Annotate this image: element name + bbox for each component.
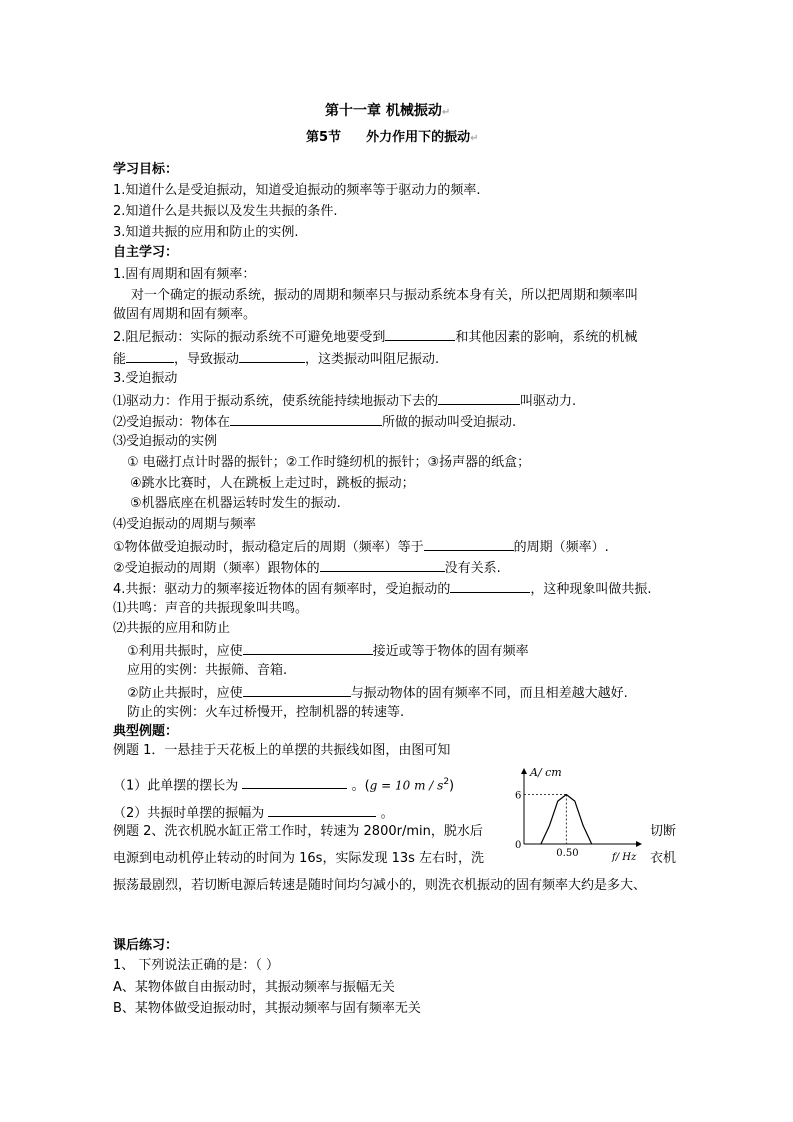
paragraph-text: ⑵共振的应用和防止 <box>113 621 231 636</box>
paragraph-text: ⑶受迫振动的实例 <box>113 434 218 449</box>
text: ⑵受迫振动：物体在 <box>113 415 231 430</box>
text: ) <box>449 778 455 794</box>
example-item: ⑤机器底座在机器运转时发生的振动. <box>130 496 341 511</box>
chapter-title-text: 第十一章 机械振动 <box>325 103 442 119</box>
text: 的周期（频率）. <box>513 540 609 555</box>
example2-line1-end: 切断 <box>650 824 677 839</box>
origin-label: 0 <box>515 840 522 851</box>
text: 与振动物体的固有频率不同，而且相差越大越好. <box>350 686 628 701</box>
text: ②受迫振动的周期（频率）跟物体的 <box>113 561 320 576</box>
goal-item: 3.知道共振的应用和防止的实例. <box>113 225 299 240</box>
fill-blank[interactable] <box>438 392 520 405</box>
text: 所做的振动叫受迫振动. <box>382 415 517 430</box>
fill-blank[interactable] <box>450 580 530 593</box>
paragraph-text: ⑷受迫振动的周期与频率 <box>113 517 257 532</box>
fill-blank[interactable] <box>268 804 376 817</box>
x-axis-arrow <box>636 841 642 847</box>
practice-heading: 课后练习： <box>113 938 179 953</box>
text: ，导致振动 <box>174 352 240 367</box>
fill-blank[interactable] <box>424 538 514 551</box>
forced-vibration-line <box>113 413 516 431</box>
fill-blank[interactable] <box>385 328 455 341</box>
examples-heading: 典型例题： <box>113 724 179 739</box>
fill-blank[interactable] <box>242 776 347 789</box>
text: 例题 2、洗衣机脱水缸正常工作时，转速为 2800r/min，脱水后 <box>113 824 483 839</box>
example2-line2-end: 衣机 <box>650 851 677 866</box>
fill-blank[interactable] <box>320 559 445 572</box>
paragraph-text: ⑴共鸣：声音的共振现象叫共鸣。 <box>113 601 309 616</box>
damped-line-2 <box>113 350 439 368</box>
example2-line3: 振荡最剧烈，若切断电源后转速是随时间均匀减小的，则洗衣机振动的固有频率大约是多大、 <box>113 878 647 893</box>
y-tick-label: 6 <box>515 790 522 802</box>
paragraph-text: 做固有周期和固有频率。 <box>113 307 257 322</box>
self-study-heading: 自主学习： <box>113 245 179 260</box>
resonance-line <box>113 580 652 598</box>
goal-item: 1.知道什么是受迫振动，知道受迫振动的频率等于驱动力的频率. <box>113 183 481 198</box>
section-title <box>306 130 479 147</box>
resonance-curve-chart <box>494 760 644 870</box>
example1-q2 <box>113 804 394 822</box>
text: 2.阻尼振动：实际的振动系统不可避免地要受到 <box>113 330 386 345</box>
fill-blank[interactable] <box>239 350 305 363</box>
example1-q1 <box>113 774 454 794</box>
text: 。( <box>351 778 370 794</box>
text: ①物体做受迫振动时，振动稳定后的周期（频率）等于 <box>113 540 424 555</box>
use-resonance-line <box>127 642 529 660</box>
text: ，这类振动叫阻尼振动. <box>305 352 440 367</box>
text: 没有关系. <box>444 561 501 576</box>
text: ⑴驱动力：作用于振动系统，使系统能持续地振动下去的 <box>113 394 439 409</box>
text: 。 <box>380 806 394 821</box>
text: （1）此单摆的摆长为 <box>113 778 239 794</box>
text: ①利用共振时，应使 <box>127 644 243 659</box>
option-b[interactable]: B、某物体做受迫振动时，其振动频率与固有频率无关 <box>113 1001 421 1016</box>
example2-line1 <box>113 824 483 840</box>
text: ，这种现象叫做共振. <box>530 582 652 597</box>
practice-question: 1、 下列说法正确的是：（ ） <box>113 958 280 973</box>
example-item: ① 电磁打点计时器的振针；②工作时缝纫机的振针；③扬声器的纸盒； <box>127 455 531 470</box>
x-tick-label: 0.50 <box>556 848 579 859</box>
exponent: 2 <box>443 777 450 787</box>
para-mark: ↵ <box>470 133 479 144</box>
paragraph-title: 3.受迫振动 <box>113 371 178 386</box>
section-number: 第5节 <box>306 130 342 145</box>
paragraph-text: 应用的实例：共振筛、音箱. <box>127 663 288 678</box>
paragraph-text: 防止的实例：火车过桥慢开，控制机器的转速等. <box>127 705 405 720</box>
example2-line2: 电源到电动机停止转动的时间为 16s，实际发现 13s 左右时，洗 <box>113 851 485 866</box>
period-line-1 <box>113 538 609 556</box>
period-line-2 <box>113 559 501 577</box>
driving-force-line <box>113 392 576 410</box>
text: 接近或等于物体的固有频率 <box>372 644 529 659</box>
goals-heading: 学习目标： <box>113 162 179 177</box>
prevent-resonance-line <box>127 684 628 702</box>
option-a[interactable]: A、某物体做自由振动时，其振动频率与振幅无关 <box>113 980 395 995</box>
text: 叫驱动力. <box>520 394 577 409</box>
damped-line-1 <box>113 328 637 346</box>
fill-blank[interactable] <box>243 684 351 697</box>
text: （2）共振时单摆的振幅为 <box>113 806 265 821</box>
x-axis-label: f/ Hz <box>612 852 637 863</box>
chapter-title <box>325 103 450 121</box>
para-mark: ↵ <box>441 107 451 118</box>
text: 和其他因素的影响，系统的机械 <box>455 330 638 345</box>
example1-intro: 例题 1．一悬挂于天花板上的单摆的共振线如图，由图可知 <box>113 743 451 758</box>
text: 4.共振：驱动力的频率接近物体的固有频率时，受迫振动的 <box>113 582 451 597</box>
goal-item: 2.知道什么是共振以及发生共振的条件. <box>113 204 338 219</box>
fill-blank[interactable] <box>126 350 174 363</box>
gravity-formula: g = 10 m / s <box>369 778 444 793</box>
text: ②防止共振时，应使 <box>127 686 243 701</box>
fill-blank[interactable] <box>243 642 373 655</box>
text: 能 <box>113 352 127 367</box>
section-title-text: 外力作用下的振动 <box>366 130 471 145</box>
y-axis-label: A/ cm <box>530 766 562 779</box>
fill-blank[interactable] <box>230 413 382 426</box>
example-item: ④跳水比赛时，人在跳板上走过时，跳板的振动； <box>130 476 415 491</box>
paragraph-text: 对一个确定的振动系统，振动的周期和频率只与振动系统本身有关，所以把周期和频率叫 <box>131 288 639 303</box>
paragraph-title: 1.固有周期和固有频率： <box>113 267 256 282</box>
y-axis-arrow <box>521 768 527 774</box>
